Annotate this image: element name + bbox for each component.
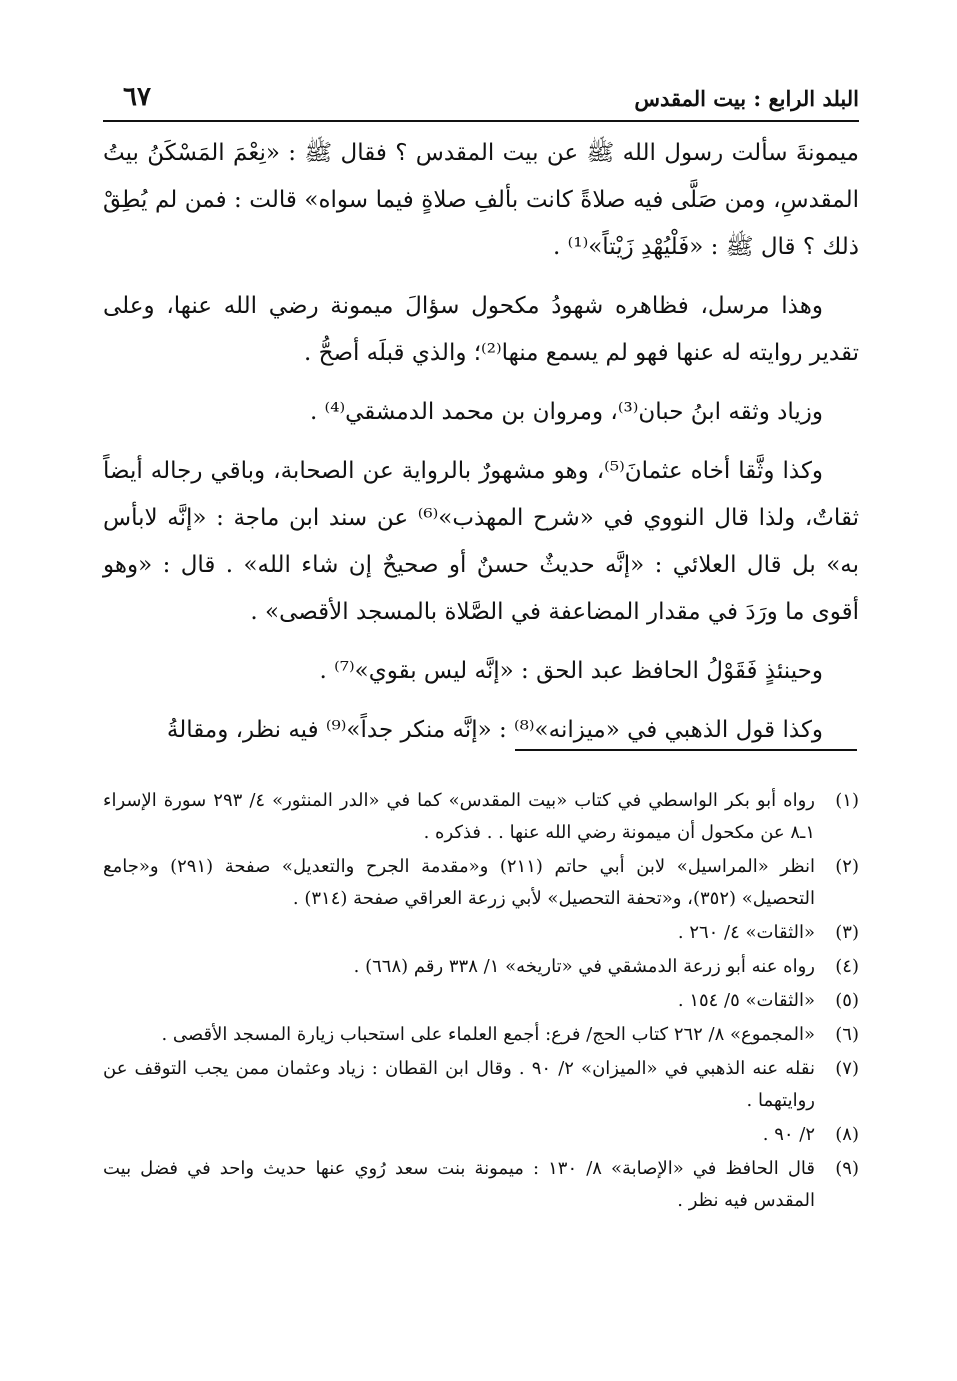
paragraph: ميمونةَ سألت رسول الله ﷺ عن بيت المقدس ؟ فقال ﷺ : «نِعْمَ المَسْكَنُ بيتُ المقدسِ، ومن صَلَّى فيه صلاةً كانت بألفِ صلاةٍ فيما سواه» قالت : فمن لم يُطِقْ ذلك ؟ قال ﷺ : «فَلْيُهْدِ زَيْتاً»⁽¹⁾ . xyxy=(103,140,859,260)
paragraph: وزياد وثقه ابنُ حبان⁽³⁾، ومروان بن محمد الدمشقي⁽⁴⁾ . xyxy=(309,399,823,425)
footnote-text: «الثقات» ٥/ ١٥٤ . xyxy=(677,990,815,1011)
footnote-text: رواه عنه أبو زرعة الدمشقي في «تاريخه» ١/ ٣٣٨ رقم (٦٦٨) . xyxy=(353,956,815,977)
footnote-text: نقله عنه الذهبي في «الميزان» ٢/ ٩٠ . وقال ابن القطان : زياد وعثمان ممن يجب التوقف عن روايتهما . xyxy=(103,1058,816,1111)
footnote-number: (٩) xyxy=(835,1158,859,1179)
paragraph: وكذا وثَّقا أخاه عثمانَ⁽⁵⁾، وهو مشهورٌ بالرواية عن الصحابة، وباقي رجاله أيضاً ثقاتٌ، ولذا قال النووي في «شرح المهذب»⁽⁶⁾ عن سند ابن ماجة : «إنَّه لابأس به» بل قال العلائي : «إنَّه حديثٌ حسنٌ أو صحيحٌ إن شاء الله» . قال : «وهو أقوى ما ورَدَ في مقدار المضاعفة في الصَّلاة بالمسجد الأقصى» . xyxy=(103,458,859,625)
footnote xyxy=(103,1119,859,1151)
footnote-text: قال الحافظ في «الإصابة» ٨/ ١٣٠ : ميمونة بنت سعد رُوي عنها حديث واحد في فضل بيت المقدس فيه نظر . xyxy=(103,1158,815,1211)
footnote xyxy=(103,1153,859,1217)
footnote-number: (٤) xyxy=(835,956,859,977)
footnote-number: (٦) xyxy=(835,1024,859,1045)
footnote-text: ٢/ ٩٠ . xyxy=(762,1124,815,1145)
footnote-text: «المجموع» ٨/ ٢٦٢ كتاب الحج/ فرع: أجمع العلماء على استحباب زيارة المسجد الأقصى . xyxy=(161,1024,815,1045)
paragraph: وحينئذٍ فَقَوْلُ الحافظ عبد الحق : «إنَّه ليس بقوي»⁽⁷⁾ . xyxy=(319,658,823,684)
footnote xyxy=(103,851,859,915)
footnote xyxy=(103,917,859,949)
page-number: ٦٧ xyxy=(123,82,151,112)
paragraph: وكذا قول الذهبي في «ميزانه»⁽⁸⁾ : «إنَّه منكر جداً»⁽⁹⁾ فيه نظر، ومقالةُ xyxy=(166,717,823,743)
footnote xyxy=(103,1019,859,1051)
main-text xyxy=(103,130,859,766)
footnote-text: انظر «المراسيل» لابن أبي حاتم (٢١١) و«مقدمة الجرح والتعديل» صفحة (٢٩١) و«جامع التحصيل» (٣٥٢)، و«تحفة التحصيل» لأبي زرعة العراقي صفحة (٣١٤) . xyxy=(103,856,815,909)
footnote xyxy=(103,1053,859,1117)
footnote-number: (٣) xyxy=(835,922,859,943)
footnote-number: (٨) xyxy=(835,1124,859,1145)
running-header xyxy=(103,80,859,122)
chapter-title: البلد الرابع : بيت المقدس xyxy=(634,86,859,111)
footnote-text: «الثقات» ٤/ ٢٦٠ . xyxy=(677,922,815,943)
footnote-number: (٧) xyxy=(835,1058,859,1079)
footnote-separator xyxy=(515,749,857,751)
footnote-number: (٥) xyxy=(835,990,859,1011)
footnote-number: (١) xyxy=(835,790,859,811)
footnote xyxy=(103,985,859,1017)
footnotes xyxy=(103,785,859,1219)
footnote xyxy=(103,785,859,849)
footnote-text: رواه أبو بكر الواسطي في كتاب «بيت المقدس» كما في «الدر المنثور» ٤/ ٢٩٣ سورة الإسراء ١ـ٨ عن مكحول أن ميمونة رضي الله عنها . . فذكره . xyxy=(103,790,815,843)
paragraph: وهذا مرسل، فظاهره شهودُ مكحول سؤالَ ميمونة رضي الله عنها، وعلى تقدير روايته له عنها فهو لم يسمع منها⁽²⁾؛ والذي قبلَه أصحُّ . xyxy=(103,293,859,366)
footnote xyxy=(103,951,859,983)
footnote-number: (٢) xyxy=(835,856,859,877)
